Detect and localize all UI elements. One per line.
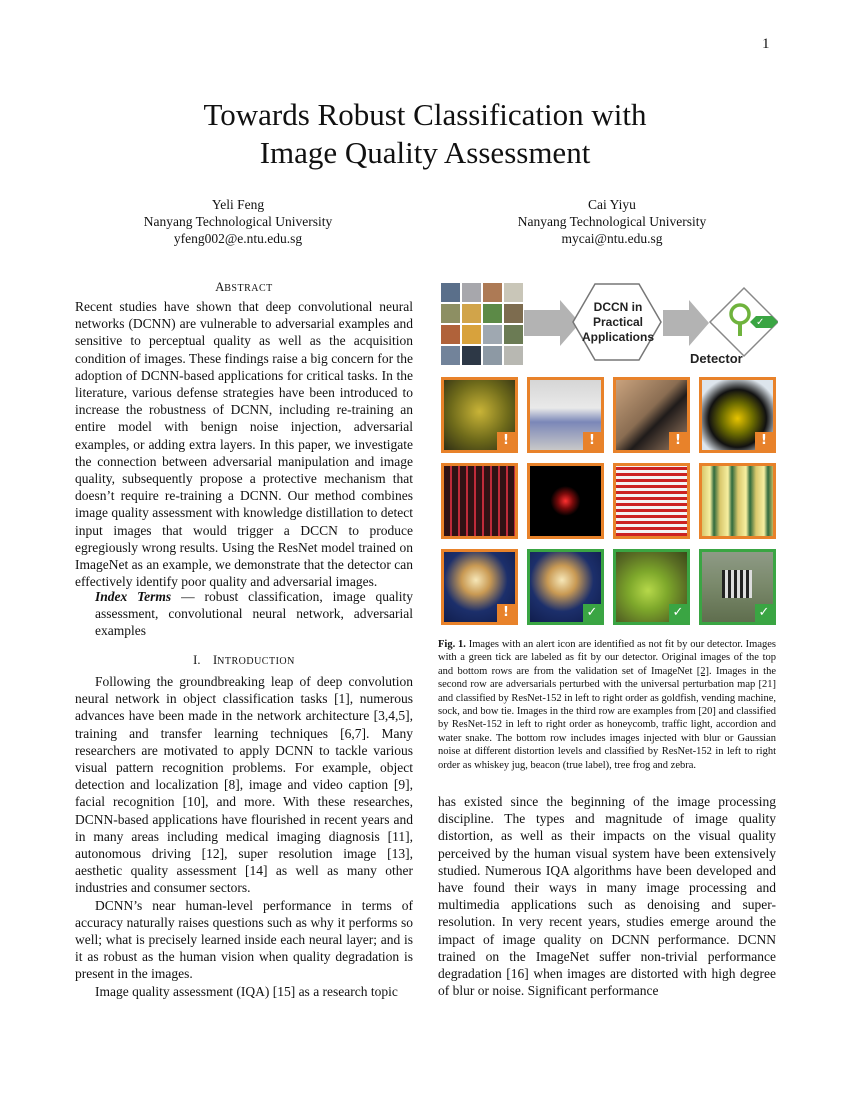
image-tile-vending-machine-adv <box>527 377 604 453</box>
page-number: 1 <box>762 36 770 52</box>
author-affiliation: Nanyang Technological University <box>143 214 333 229</box>
alert-icon: ! <box>583 432 601 450</box>
dccn-label-line: DCCN in <box>593 300 643 314</box>
abstract-heading <box>75 280 413 295</box>
section-heading-initial: I <box>212 653 218 667</box>
caption-text-2: . Images in the second row are adversarials perturbed with the universal perturbation map [21] and classified by ResNet-152 in left to right order as goldfish, vending machine, sock, and bow tie. Images in the third row are examples from [20] and classified by ResNet-152 in left to right order as honeycomb, traffic light, accordion and water snake. The bottom row includes images injected with blur or Gaussian noise at different distortion levels and classified by ResNet-152 in left to right order as whiskey jug, beacon (true label), tree frog and zebra. <box>438 665 776 771</box>
arrow-2-icon <box>663 300 709 346</box>
figure-1 <box>438 280 778 630</box>
collage-thumb <box>441 325 460 344</box>
title-line-1: Towards Robust Classification with <box>203 97 647 132</box>
figure-caption <box>438 638 776 772</box>
intro-paragraph-3: Image quality assessment (IQA) [15] as a research topic <box>95 983 398 999</box>
tick-icon: ✓ <box>755 604 773 622</box>
image-tile-sock-adv <box>613 377 690 453</box>
collage-thumb <box>504 304 523 323</box>
index-terms-label: Index Terms <box>95 589 172 604</box>
author-email: yfeng002@e.ntu.edu.sg <box>173 231 303 246</box>
detector-tick-icon: ✓ <box>756 317 765 328</box>
alert-icon: ! <box>497 432 515 450</box>
alert-icon: ! <box>669 432 687 450</box>
collage-thumb <box>462 304 481 323</box>
section-heading-rest: NTRODUCTION <box>217 656 295 667</box>
collage-thumb <box>483 325 502 344</box>
author-2 <box>512 196 712 247</box>
index-terms-text: — robust classification, image quality assessment, convolutional neural network, adversarial examples <box>95 589 413 639</box>
collage-thumb <box>441 283 460 302</box>
dccn-label-line: Practical <box>592 315 644 329</box>
author-1 <box>138 196 338 247</box>
abstract-text: Recent studies have shown that deep convolutional neural networks (DCNN) are vulnerable to adversarial examples and sensitive to perceptual quality as well as the acquisition condition of images. These findings raise a big concern for the adoption of DCNN-based applications for critical tasks. In the literature, various defense strategies have been introduced to increase the robustness of DCNN, including re-training an entire model with benign noise injection, adversarial examples, or adding extra layers. In this paper, we investigate the connection between adversarial manipulation and image quality, subsequently propose a protective mechanism that doesn’t require re-training a DCNN. Our method combines image quality assessment with knowledge distillation to detect input images that would trigger a DCCN to produce egregiously wrong results. Using the ResNet model trained on ImageNet as an example, we demonstrate that the detector can effectively identify poor quality and adversarial images. <box>75 299 413 590</box>
intro-right-column-text: has existed since the beginning of the image processing discipline. The types and magnitude of image quality distortion, as well as their impacts on the visual quality perceived by the human visual system have been extensively studied. Numerous IQA algorithms have been developed and have found their ways in many image processing and multimedia applications such as denoising and super-resolution. In very recent years, studies emerge around the impact of image quality on DCNN performance. DCNN trained on the ImageNet suffer non-trivial performance degradation [16] when images are distorted with high degree of blur or noise. Significant performance <box>438 794 776 999</box>
paper-title <box>0 96 850 172</box>
zebra-shape <box>722 570 752 598</box>
author-email: mycai@ntu.edu.sg <box>561 231 663 246</box>
tick-icon: ✓ <box>583 604 601 622</box>
dccn-label-line: Applications <box>581 330 654 344</box>
image-tile-whiskey-jug-blur <box>441 549 518 625</box>
image-tile-bow-tie-adv <box>699 377 776 453</box>
section-heading-introduction <box>75 653 413 668</box>
caption-label: Fig. 1. <box>438 639 466 650</box>
intro-left-column <box>75 673 413 1000</box>
author-name: Yeli Feng <box>211 197 265 212</box>
image-tile-tree-frog <box>613 549 690 625</box>
collage-thumb <box>483 346 502 365</box>
tick-icon: ✓ <box>669 604 687 622</box>
detector-label: Detector <box>690 351 743 366</box>
alert-icon: ! <box>497 604 515 622</box>
dccn-label <box>573 300 663 345</box>
collage-thumb <box>504 346 523 365</box>
alert-icon: ! <box>755 432 773 450</box>
collage-thumb <box>441 346 460 365</box>
image-tile-beacon <box>527 549 604 625</box>
abstract-heading-rest: BSTRACT <box>224 283 273 294</box>
caption-reference-link[interactable]: [2] <box>696 665 709 677</box>
collage-thumb <box>462 346 481 365</box>
abstract-heading-initial: A <box>215 280 225 294</box>
image-tile-water-snake-fool <box>699 463 776 539</box>
thumbnail-collage <box>441 283 523 365</box>
index-terms <box>75 588 413 640</box>
collage-thumb <box>504 283 523 302</box>
image-tile-goldfish-adv <box>441 377 518 453</box>
section-number: I. <box>193 653 201 667</box>
arrow-1-icon <box>524 300 580 346</box>
image-tile-honeycomb-fool <box>441 463 518 539</box>
image-tile-accordion-fool <box>613 463 690 539</box>
title-line-2: Image Quality Assessment <box>259 135 591 170</box>
author-affiliation: Nanyang Technological University <box>517 214 707 229</box>
collage-thumb <box>483 304 502 323</box>
collage-thumb <box>462 325 481 344</box>
caption-text-1: Images with an alert icon are identified as not fit by our detector. Images with a green tick are labeled as fit by our detector. Original images of the top and bottom rows are from the validation set of ImageNet <box>438 639 776 677</box>
intro-paragraph-1: Following the groundbreaking leap of deep convolution neural network in object classification tasks [1], numerous advances have been made in the network architecture [3,4,5], training and transfer learning techniques [6,7]. Many researchers are motivated to apply DCNN to tackle various visual pattern recognition problems. For example, object detection and localization [8], image and video caption [9], facial recognition [10], and more. With these researches, DCNN-based applications have flourished in recent years and in many areas including medical imaging diagnosis [11], autonomous driving [12], super resolution image [13], aesthetic quality assessment [14] as well as many other industries and consumer sectors. <box>75 674 413 896</box>
collage-thumb <box>462 283 481 302</box>
author-name: Cai Yiyu <box>588 197 636 212</box>
image-tile-traffic-light-fool <box>527 463 604 539</box>
intro-paragraph-2: DCNN’s near human-level performance in terms of accuracy naturally raises questions such as why it performs so well; what is precisely learned inside each neural layer; and is it as robust as the human vision when quality degradation is present in the images. <box>75 897 413 982</box>
collage-thumb <box>441 304 460 323</box>
image-tile-zebra <box>699 549 776 625</box>
collage-thumb <box>504 325 523 344</box>
collage-thumb <box>483 283 502 302</box>
